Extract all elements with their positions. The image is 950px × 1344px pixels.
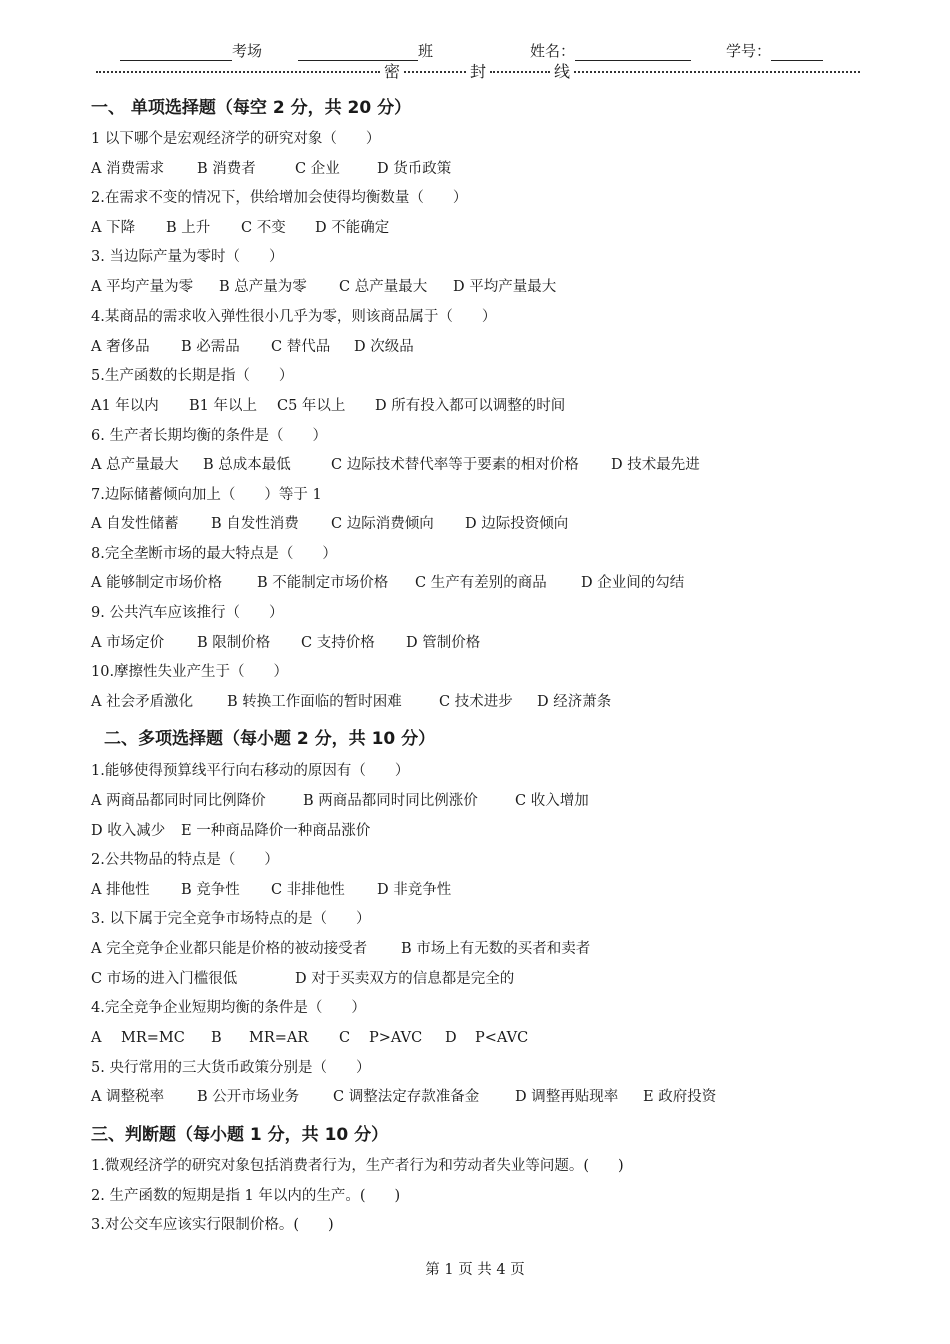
option: A 平均产量为零 [91,279,194,295]
option: D 次级品 [354,339,414,355]
option: C 收入增加 [515,793,589,809]
option: A 能够制定市场价格 [91,575,223,591]
option: A 奢侈品 [91,339,150,355]
s3-q1: 1.微观经济学的研究对象包括消费者行为，生产者行为和劳动者失业等问题。( ) [91,1158,624,1174]
seal-char-feng: 封 [470,62,487,81]
option: A 排他性 [91,882,150,898]
option: C 企业 [295,161,340,177]
student-info-header [0,40,950,62]
option: C 非排他性 [271,882,345,898]
s1-q8-stem: 8.完全垄断市场的最大特点是（ ） [91,546,337,562]
option: C 市场的进入门槛很低 [91,971,238,987]
s1-q2-options [91,218,389,238]
option: D 非竞争性 [377,882,452,898]
option: B 消费者 [197,161,256,177]
option: B 自发性消费 [211,516,299,532]
seal-char-mi: 密 [384,62,401,81]
option: C 技术进步 [439,694,513,710]
option-letter: C [339,1030,351,1046]
s1-q7-options [91,514,568,534]
s1-q3-stem: 3. 当边际产量为零时（ ） [91,249,284,265]
seal-char-xian: 线 [554,62,571,81]
s1-q10-options [91,692,611,712]
s1-q4-options [91,337,414,357]
option: A 两商品都同时同比例降价 [91,793,266,809]
option: A 下降 [91,220,136,236]
option: B 市场上有无数的买者和卖者 [401,941,591,957]
seal-dots [96,71,380,73]
option: A1 年以内 [91,398,159,414]
option: A 市场定价 [91,635,165,651]
exam-room-field [120,40,262,61]
class-blank [298,46,418,61]
option: C 替代品 [271,339,331,355]
s1-q10-stem: 10.摩擦性失业产生于（ ） [91,664,289,680]
option: B1 年以上 [189,398,257,414]
option: E 政府投资 [643,1089,717,1105]
option: C 调整法定存款准备金 [333,1089,480,1105]
s1-q1-stem: 1 以下哪个是宏观经济学的研究对象（ ） [91,131,381,147]
s2-q2-options [91,880,451,900]
s2-q1-options-2 [91,821,370,841]
name-field [530,40,691,61]
option: D 企业间的勾结 [581,575,685,591]
option: A 调整税率 [91,1089,165,1105]
option: B 上升 [166,220,211,236]
class-label: 班 [418,42,434,60]
option: D 收入减少 [91,823,166,839]
s1-q5-options [91,396,565,416]
option: P>AVC [369,1030,423,1046]
s2-q5-stem: 5. 央行常用的三大货币政策分别是（ ） [91,1060,371,1076]
option: B 必需品 [181,339,240,355]
student-id-blank [771,46,823,61]
option: A 社会矛盾激化 [91,694,194,710]
option: D 不能确定 [315,220,390,236]
option: D 所有投入都可以调整的时间 [375,398,566,414]
option: B 不能制定市场价格 [257,575,389,591]
s1-q4-stem: 4.某商品的需求收入弹性很小几乎为零，则该商品属于（ ） [91,309,497,325]
option: A 自发性储蓄 [91,516,179,532]
s1-q6-options [91,455,700,475]
option: P<AVC [475,1030,529,1046]
student-id-field [726,40,823,61]
option: B 竞争性 [181,882,240,898]
s2-q1-stem: 1.能够使得预算线平行向右移动的原因有（ ） [91,763,410,779]
option: MR=MC [121,1030,185,1046]
seal-dots [490,71,550,73]
seal-line [96,62,860,82]
option-letter: D [445,1030,457,1046]
s1-q8-options [91,573,684,593]
option: D 管制价格 [406,635,481,651]
seal-dots [404,71,466,73]
name-label: 姓名： [530,42,576,60]
section-2-title: 二、多项选择题（每小题 2 分，共 10 分） [104,729,436,749]
option: D 调整再贴现率 [515,1089,619,1105]
option-letter: B [211,1030,222,1046]
section-3-title: 三、判断题（每小题 1 分，共 10 分） [91,1125,389,1145]
s2-q2-stem: 2.公共物品的特点是（ ） [91,852,279,868]
option: D 技术最先进 [611,457,700,473]
s2-q3-stem: 3. 以下属于完全竞争市场特点的是（ ） [91,911,371,927]
option: A 消费需求 [91,161,165,177]
option: D 经济萧条 [537,694,612,710]
s1-q3-options [91,277,556,297]
s1-q6-stem: 6. 生产者长期均衡的条件是（ ） [91,428,327,444]
s2-q3-options-2 [91,969,514,989]
s2-q3-options [91,939,590,959]
option: B 两商品都同时同比例涨价 [303,793,478,809]
option: C 不变 [241,220,286,236]
option: C 边际技术替代率等于要素的相对价格 [331,457,579,473]
option: D 对于买卖双方的信息都是完全的 [295,971,515,987]
option: C 支持价格 [301,635,375,651]
option: A 总产量最大 [91,457,179,473]
s2-q4-options [91,1028,528,1048]
s1-q1-options [91,159,451,179]
section-1-title: 一、 单项选择题（每空 2 分，共 20 分） [91,98,412,118]
option: MR=AR [249,1030,309,1046]
option: D 货币政策 [377,161,452,177]
s1-q7-stem: 7.边际储蓄倾向加上（ ）等于 1 [91,487,322,503]
name-blank [575,46,691,61]
option: C5 年以上 [277,398,346,414]
s1-q9-stem: 9. 公共汽车应该推行（ ） [91,605,284,621]
option: E 一种商品降价一种商品涨价 [181,823,371,839]
exam-room-blank [120,46,232,61]
option: C 总产量最大 [339,279,428,295]
option: C 生产有差别的商品 [415,575,547,591]
option: D 平均产量最大 [453,279,557,295]
s3-q3: 3.对公交车应该实行限制价格。( ) [91,1217,334,1233]
option: B 限制价格 [197,635,271,651]
s2-q1-options [91,791,589,811]
option: C 边际消费倾向 [331,516,434,532]
s2-q5-options [91,1087,716,1107]
class-field [298,40,433,61]
option: D 边际投资倾向 [465,516,569,532]
s1-q9-options [91,633,480,653]
option: B 总产量为零 [219,279,307,295]
s3-q2: 2. 生产函数的短期是指 1 年以内的生产。( ) [91,1188,401,1204]
option: B 转换工作面临的暂时困难 [227,694,402,710]
option-letter: A [91,1030,102,1046]
option: B 公开市场业务 [197,1089,300,1105]
option: B 总成本最低 [203,457,291,473]
s1-q5-stem: 5.生产函数的长期是指（ ） [91,368,294,384]
s2-q4-stem: 4.完全竞争企业短期均衡的条件是（ ） [91,1000,366,1016]
s1-q2-stem: 2.在需求不变的情况下，供给增加会使得均衡数量（ ） [91,190,468,206]
page-number: 第 1 页 共 4 页 [425,1262,525,1278]
option: A 完全竞争企业都只能是价格的被动接受者 [91,941,368,957]
student-id-label: 学号： [726,42,772,60]
seal-dots [574,71,860,73]
exam-room-label: 考场 [232,42,263,60]
